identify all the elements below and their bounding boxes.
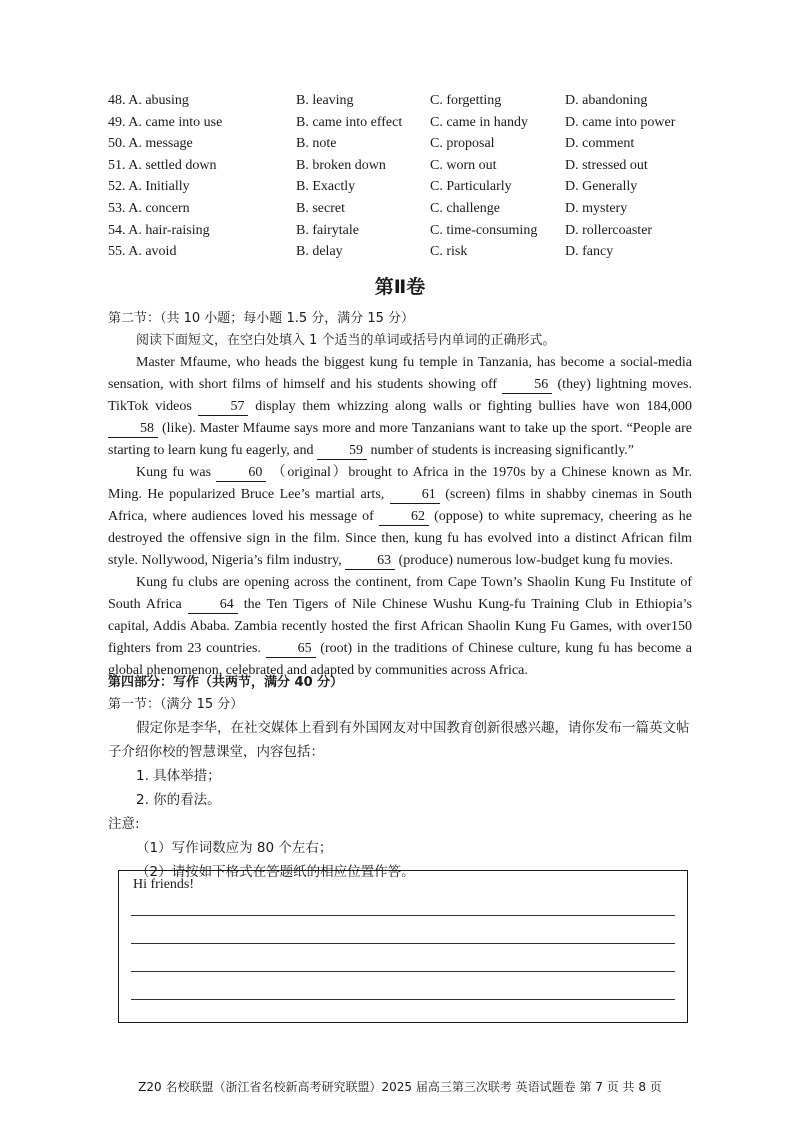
choice-row-49 [108,112,708,134]
option-c: C. worn out [430,157,497,173]
writing-line [131,915,675,916]
blank-60[interactable]: 60 [216,465,266,482]
choice-row-53 [108,198,708,220]
blank-63[interactable]: 63 [345,553,395,570]
part4-subheading: 第一节：（满分 15 分） [108,697,244,712]
option-b: B. fairytale [296,222,359,238]
option-d: D. rollercoaster [565,222,653,238]
option-c: C. forgetting [430,93,502,108]
option-a: 50. A. message [108,136,193,152]
choice-row-51 [108,155,708,177]
option-d: D. mystery [565,200,628,216]
option-d: D. came into power [565,114,676,130]
answer-box[interactable] [118,870,688,1023]
blank-64[interactable]: 64 [188,597,238,614]
note-2: （2）请按如下格式在答题纸的相应位置作答。 [136,864,415,880]
choice-row-50 [108,133,708,155]
option-a: 49. A. came into use [108,114,223,130]
option-a: 55. A. avoid [108,244,177,260]
grammar-fill-section [108,308,692,682]
option-b: B. broken down [296,157,386,173]
writing-line [131,943,675,944]
option-b: B. note [296,136,337,152]
blank-56[interactable]: 56 [502,377,552,394]
option-c: C. time-consuming [430,222,538,238]
blank-65[interactable]: 65 [266,641,316,658]
option-b: B. came into effect [296,114,403,130]
writing-section [108,672,692,884]
blank-57[interactable]: 57 [198,399,248,416]
part2-heading: 第二节：（共 10 小题；每小题 1.5 分，满分 15 分） [108,311,415,326]
section-title: 第Ⅱ卷 [374,276,426,298]
option-a: 51. A. settled down [108,157,217,173]
option-a: 48. A. abusing [108,93,189,108]
passage-paragraph-1: Master Mfaume, who heads the biggest kung fu temple in Tanzania, has become a social-media sensation, with short films of himself and his students showing off 56 (they) lightning moves. TikTok videos 57 display them whizzing along walls or fighting bullies have won 184,000 58 (like). Master Mfaume says more and more Tanzanians want to take up the sport. “People are starting to learn kung fu eagerly, and 59 number of students is increasing significantly.” [108,355,692,458]
option-c: C. came in handy [430,114,528,130]
option-d: D. fancy [565,244,614,260]
option-d: D. stressed out [565,157,648,173]
choice-grid [108,90,708,263]
blank-59[interactable]: 59 [317,443,367,460]
choice-row-48 [108,90,708,112]
writing-prompt: 假定你是李华，在社交媒体上看到有外国网友对中国教育创新很感兴趣，请你发布一篇英文帖子介绍你校的智慧课堂，内容包括： [108,720,690,760]
option-c: C. challenge [430,200,500,216]
note-1: （1）写作词数应为 80 个左右； [136,840,333,856]
choice-row-55 [108,241,708,263]
option-b: B. delay [296,244,343,260]
option-c: C. risk [430,244,468,260]
greeting: Hi friends! [133,877,195,892]
option-a: 54. A. hair-raising [108,222,210,238]
option-d: D. comment [565,136,635,152]
blank-58[interactable]: 58 [108,421,158,438]
option-c: C. proposal [430,136,495,152]
writing-line [131,999,675,1000]
option-b: B. secret [296,200,345,216]
passage-paragraph-2: Kung fu was 60 （original）brought to Africa in the 1970s by a Chinese known as Mr. Ming. He popularized Bruce Lee’s martial arts, 61 (screen) films in shabby cinemas in South Africa, where audiences loved his message of 62 (oppose) to white supremacy, cheering as he destroyed the offensive sign in the film. Since then, kung fu has evolved into a distinct African film style. Nollywood, Nigeria’s film industry, 63 (produce) numerous low-budget kung fu movies. [108,465,693,568]
writing-line [131,971,675,972]
choice-row-54 [108,220,708,242]
passage-paragraph-3: Kung fu clubs are opening across the continent, from Cape Town’s Shaolin Kung Fu Institute of South Africa 64 the Ten Tigers of Nile Chinese Wushu Kung-fu Training Club in Ethiopia’s capital, Addis Ababa. Zambia recently hosted the first African Shaolin Kung Fu Games, with over150 fighters from 23 countries. 65 (root) in the traditions of Chinese culture, kung fu has become a global phenomenon, celebrated and adapted by communities across Africa. [108,575,692,678]
blank-61[interactable]: 61 [390,487,440,504]
note-label: 注意: [108,816,140,832]
choice-row-52 [108,176,708,198]
option-a: 53. A. concern [108,200,190,216]
option-b: B. Exactly [296,179,356,195]
blank-62[interactable]: 62 [379,509,429,526]
option-b: B. leaving [296,93,354,108]
prompt-item-1: 1. 具体举措； [136,768,221,784]
option-d: D. Generally [565,179,638,195]
part2-instruction: 阅读下面短文，在空白处填入 1 个适当的单词或括号内单词的正确形式。 [136,333,556,348]
option-a: 52. A. Initially [108,179,190,195]
page-footer: Z20 名校联盟（浙江省名校新高考研究联盟）2025 届高三第三次联考 英语试题卷 第 7 页 共 8 页 [138,1080,662,1094]
part4-heading: 第四部分：写作（共两节，满分 40 分） [108,675,344,690]
option-c: C. Particularly [430,179,512,195]
prompt-item-2: 2. 你的看法。 [136,792,221,808]
option-d: D. abandoning [565,93,648,108]
